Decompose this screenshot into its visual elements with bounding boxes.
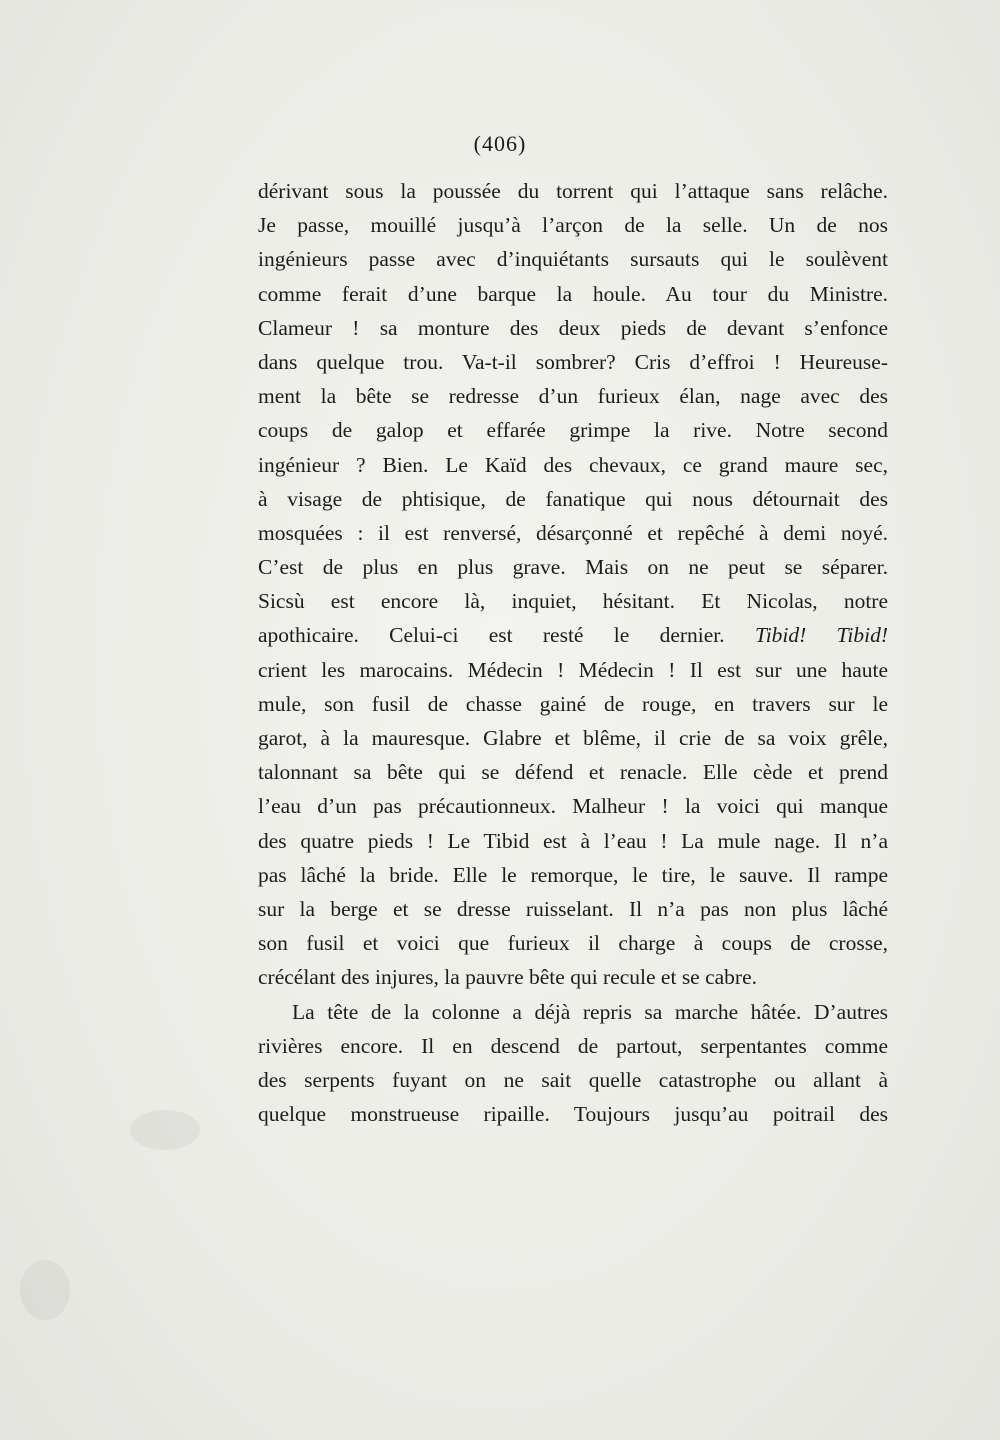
text-line: Sicsù est encore là, inquiet, hésitant. Et Nicolas, notre (258, 589, 888, 614)
text-line: garot, à la mauresque. Glabre et blême, il crie de sa voix grêle, (258, 726, 888, 750)
text-line: dans quelque trou. Va-t-il sombrer? Cris d’effroi ! Heureuse- (258, 349, 888, 374)
text-line: ingénieur ? Bien. Le Kaïd des chevaux, ce grand maure sec, (258, 452, 888, 477)
text-line: ingénieurs passe avec d’inquiétants sursauts qui le soulèvent (258, 247, 888, 272)
text-line: C’est de plus en plus grave. Mais on ne peut se séparer. (258, 555, 888, 580)
text-line: sur la berge et se dresse ruisselant. Il n’a pas non plus lâché (258, 896, 888, 921)
text-line: pas lâché la bride. Elle le remorque, le tire, le sauve. Il rampe (258, 862, 888, 887)
text-line: des serpents fuyant on ne sait quelle catastrophe ou allant à (258, 1067, 888, 1092)
paper-stain (20, 1260, 70, 1320)
paragraph (258, 174, 888, 995)
text-line: La tête de la colonne a déjà repris sa marche hâtée. D’autres (292, 999, 888, 1024)
text-line: des quatre pieds ! Le Tibid est à l’eau ! La mule nage. Il n’a (258, 828, 888, 853)
text-line: dérivant sous la poussée du torrent qui l’attaque sans relâche. (258, 179, 888, 203)
paper-stain (130, 1110, 200, 1150)
text-line: Clameur ! sa monture des deux pieds de devant s’enfonce (258, 315, 888, 340)
text-line: coups de galop et effarée grimpe la rive. Notre second (258, 418, 888, 443)
paragraph (258, 995, 888, 1132)
text-line: mule, son fusil de chasse gainé de rouge, en travers sur le (258, 691, 888, 716)
text-line: à visage de phtisique, de fanatique qui nous détournait des (258, 486, 888, 511)
page-number: (406) (473, 131, 527, 156)
text-line: rivières encore. Il en descend de partout, serpentantes comme (258, 1033, 888, 1058)
text-line: Je passe, mouillé jusqu’à l’arçon de la selle. Un de nos (258, 213, 888, 238)
text-line: quelque monstrueuse ripaille. Toujours jusqu’au poitrail des (258, 1102, 888, 1127)
italic-cry: Tibid! Tibid! (754, 623, 888, 648)
text-line: comme ferait d’une barque la houle. Au tour du Ministre. (258, 281, 888, 306)
text-line: son fusil et voici que furieux il charge à coups de crosse, (258, 931, 888, 956)
body-text (258, 174, 888, 1131)
text-line: mosquées : il est renversé, désarçonné et repêché à demi noyé. (258, 520, 888, 545)
text-line: talonnant sa bête qui se défend et renacle. Elle cède et prend (258, 760, 888, 785)
text-line: ment la bête se redresse d’un furieux élan, nage avec des (258, 384, 888, 409)
text-line: l’eau d’un pas précautionneux. Malheur ! la voici qui manque (258, 794, 888, 819)
text-line: crient les marocains. Médecin ! Médecin ! Il est sur une haute (258, 657, 888, 682)
text-line: apothicaire. Celui-ci est resté le dernier. Tibid! Tibid! (258, 623, 888, 648)
text-line: crécélant des injures, la pauvre bête qui recule et se cabre. (258, 965, 758, 990)
